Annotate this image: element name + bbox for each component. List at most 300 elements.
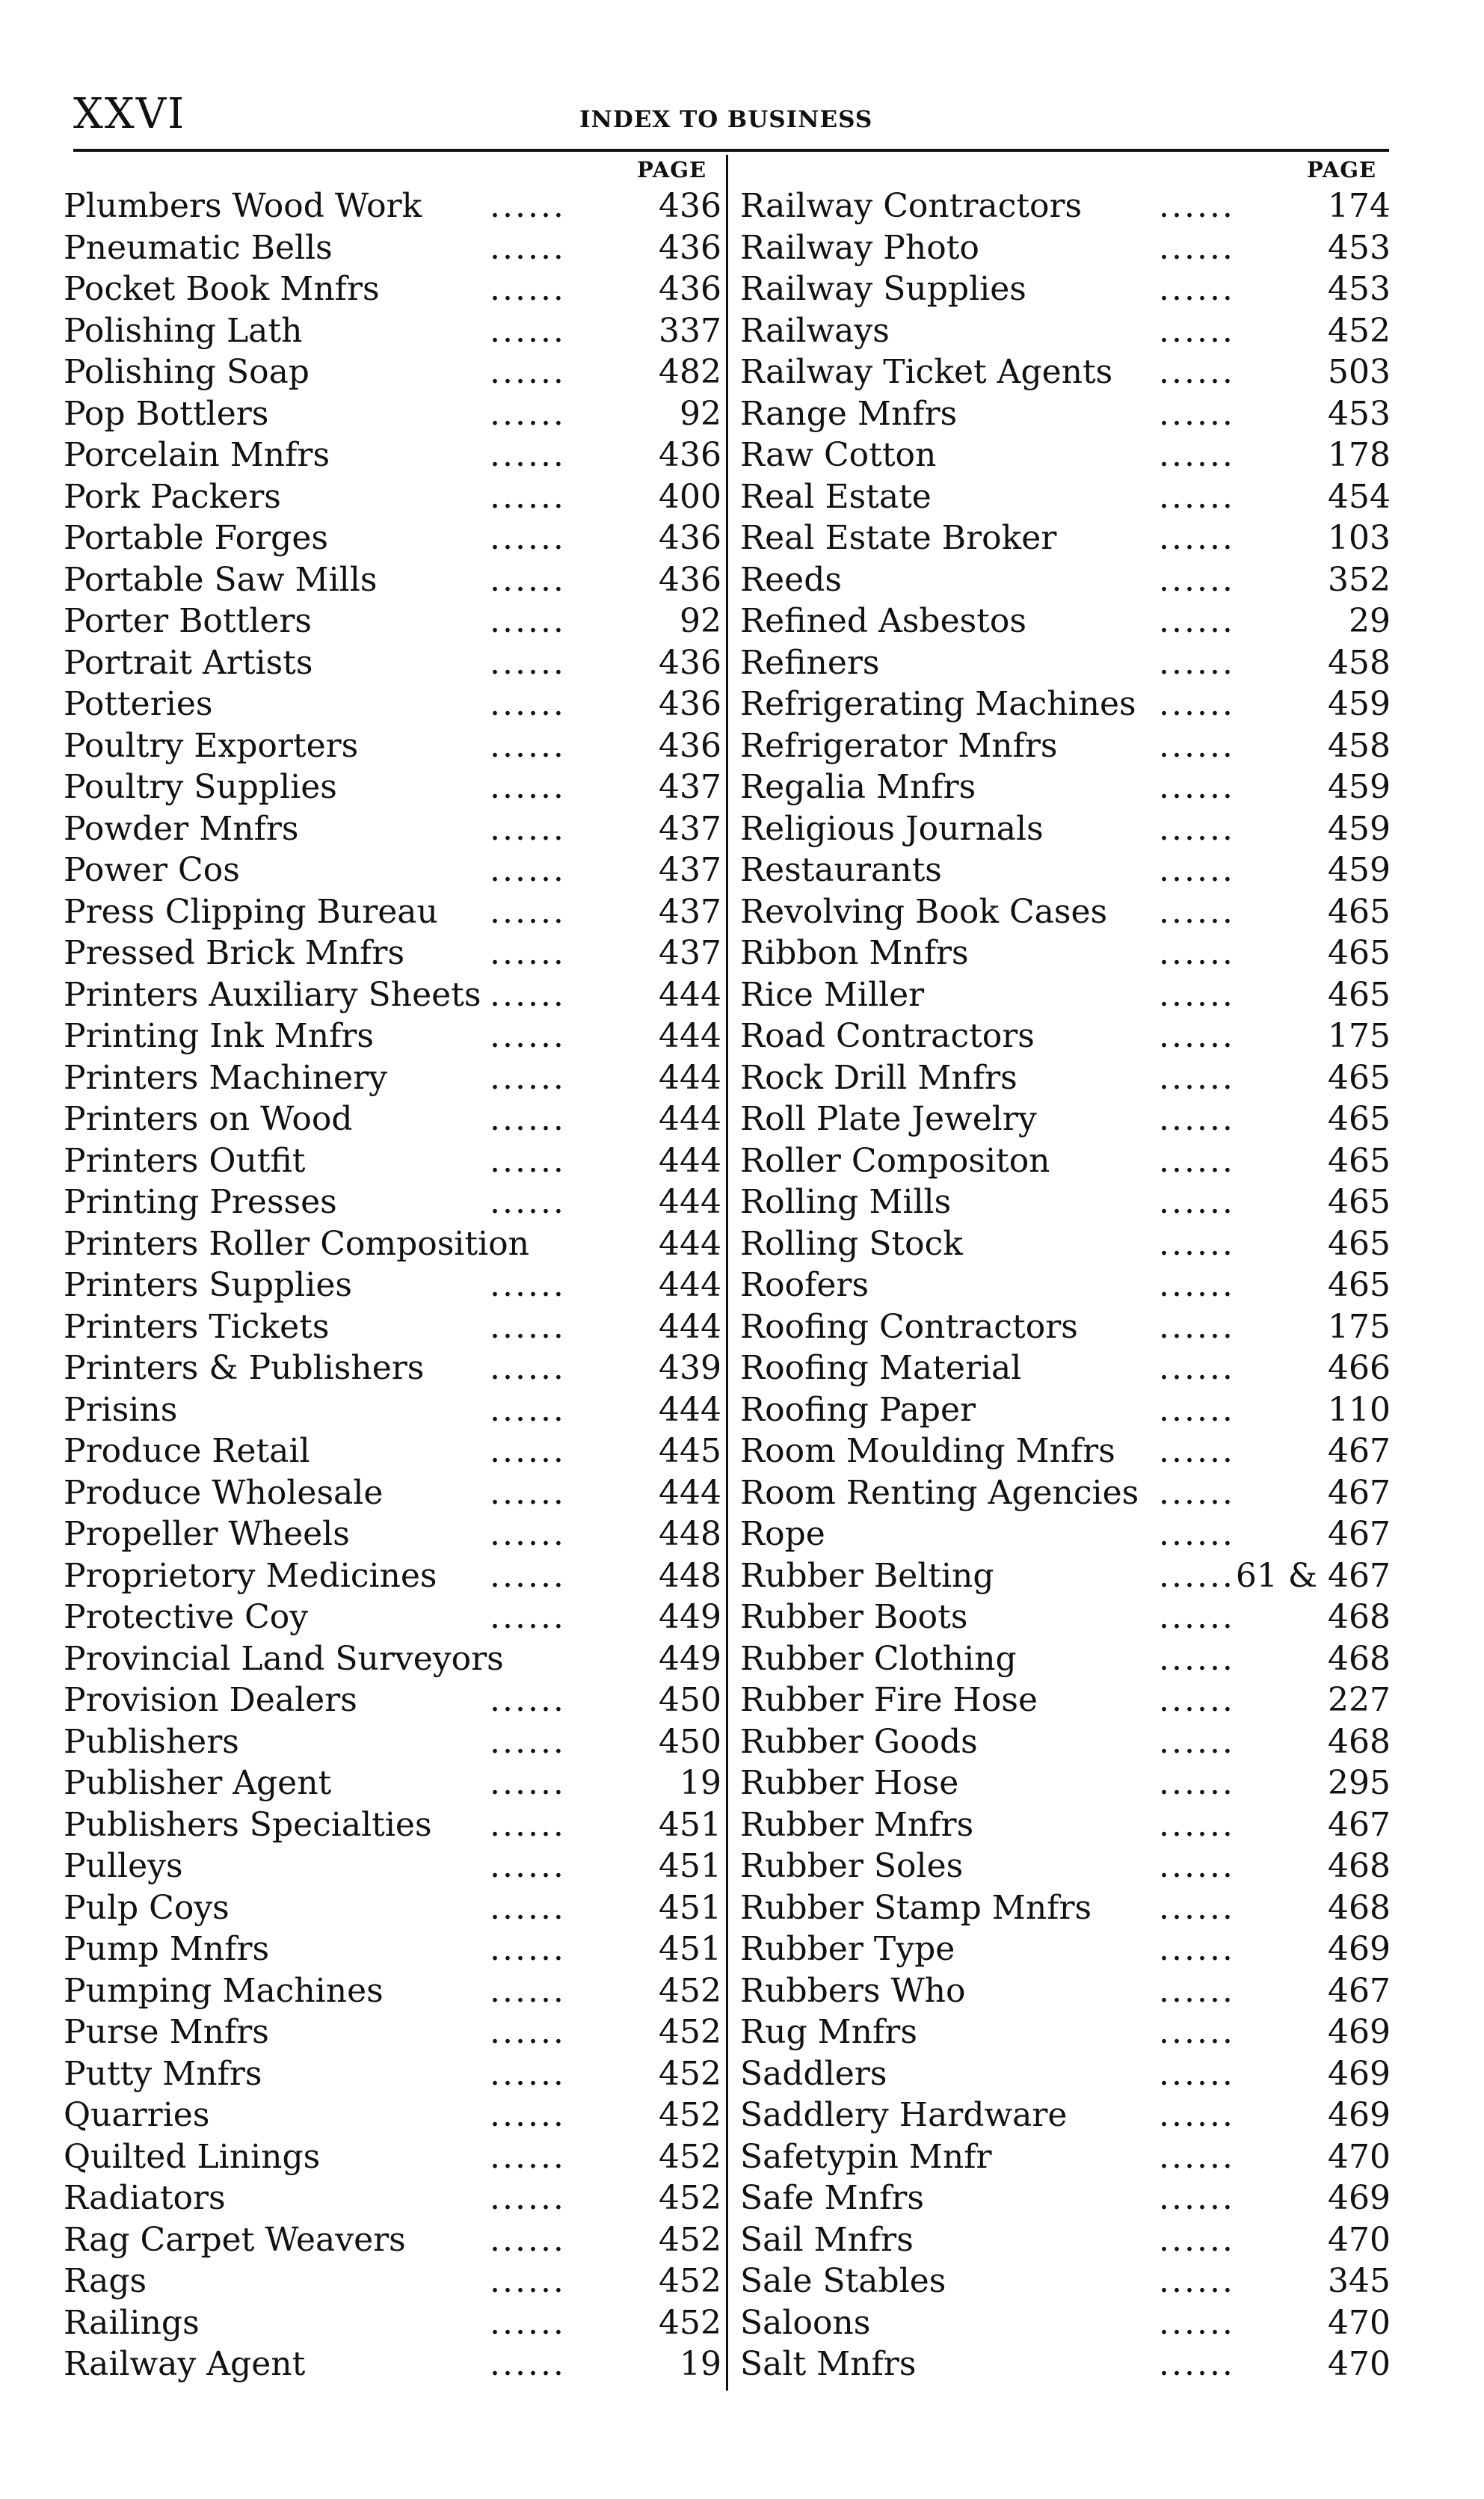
entry-name: Roll Plate Jewelry	[740, 1100, 1037, 1138]
index-entry	[64, 2343, 721, 2385]
entry-name: Railways	[740, 311, 890, 350]
entry-page-number: 444	[659, 1183, 721, 1221]
dot-leader: ......	[1159, 685, 1235, 723]
index-entry	[64, 2260, 721, 2302]
dot-leader: ......	[1159, 1681, 1235, 1719]
dot-leader: ......	[490, 1432, 566, 1470]
entry-page-number: 503	[1328, 353, 1391, 391]
dot-leader: ......	[490, 1141, 566, 1180]
entry-page-number: 470	[1328, 2220, 1391, 2259]
index-entry	[740, 2260, 1391, 2302]
dot-leader: ......	[490, 187, 566, 225]
index-entry	[740, 1389, 1391, 1431]
dot-leader: ......	[1159, 2220, 1235, 2259]
entry-name: Saddlery Hardware	[740, 2096, 1068, 2134]
index-entry	[64, 517, 721, 559]
dot-leader: ......	[1159, 892, 1235, 931]
index-entry	[740, 351, 1391, 393]
entry-page-number: 451	[659, 1805, 721, 1844]
entry-name: Refiners	[740, 643, 880, 682]
index-entry	[740, 185, 1391, 227]
dot-leader: ......	[490, 560, 566, 599]
dot-leader: ......	[1159, 1266, 1235, 1304]
dot-leader: ......	[1159, 1100, 1235, 1138]
entry-name: Saloons	[740, 2303, 871, 2342]
index-entry	[740, 476, 1391, 518]
dot-leader: ......	[490, 1100, 566, 1138]
index-entry	[64, 393, 721, 435]
index-entry	[740, 1347, 1391, 1389]
entry-name: Refrigerator Mnfrs	[740, 726, 1058, 765]
dot-leader: ......	[490, 1515, 566, 1553]
entry-page-number: 470	[1328, 2137, 1391, 2176]
dot-leader: ......	[1159, 436, 1235, 474]
dot-leader: ......	[1159, 353, 1235, 391]
dot-leader: ......	[490, 2179, 566, 2217]
entry-page-number: 453	[1328, 228, 1391, 267]
dot-leader: ......	[490, 436, 566, 474]
entry-page-number: 470	[1328, 2345, 1391, 2383]
index-entry	[64, 310, 721, 352]
dot-leader: ......	[490, 892, 566, 931]
entry-name: Putty Mnfrs	[64, 2054, 262, 2093]
entry-name: Railway Contractors	[740, 187, 1083, 225]
column-divider	[726, 155, 728, 2391]
dot-leader: ......	[490, 809, 566, 848]
entry-page-number: 452	[659, 2096, 721, 2134]
index-entry	[64, 932, 721, 974]
index-entry	[64, 1513, 721, 1555]
entry-page-number: 465	[1328, 1183, 1391, 1221]
dot-leader: ......	[1159, 2054, 1235, 2093]
dot-leader: ......	[490, 311, 566, 350]
dot-leader: ......	[1159, 2303, 1235, 2342]
entry-name: Portrait Artists	[64, 643, 313, 682]
entry-page-number: 465	[1328, 892, 1391, 931]
entry-page-number: 92	[680, 394, 721, 433]
dot-leader: ......	[1159, 1722, 1235, 1761]
entry-page-number: 444	[659, 1224, 721, 1263]
dot-leader: ......	[490, 1017, 566, 1055]
entry-page-number: 465	[1328, 1141, 1391, 1180]
dot-leader: ......	[1159, 1183, 1235, 1221]
entry-page-number: 436	[659, 228, 721, 267]
dot-leader: ......	[1159, 1639, 1235, 1678]
index-entry	[64, 683, 721, 725]
index-entry	[740, 1721, 1391, 1763]
dot-leader: ......	[490, 768, 566, 806]
entry-name: Range Mnfrs	[740, 394, 958, 433]
dot-leader: ......	[490, 2220, 566, 2259]
entry-page-number: 400	[659, 477, 721, 516]
index-entry	[64, 2094, 721, 2136]
dot-leader: ......	[1159, 2013, 1235, 2051]
entry-page-number: 436	[659, 643, 721, 682]
dot-leader: ......	[490, 1183, 566, 1221]
dot-leader: ......	[490, 851, 566, 889]
index-entry	[64, 2136, 721, 2178]
entry-name: Saddlers	[740, 2054, 887, 2093]
index-entry	[64, 1721, 721, 1763]
index-entry	[740, 2302, 1391, 2344]
index-entry	[740, 600, 1391, 642]
entry-page-number: 444	[659, 1390, 721, 1429]
entry-page-number: 468	[1328, 1639, 1391, 1678]
entry-name: Room Renting Agencies	[740, 1473, 1139, 1512]
index-entry	[64, 600, 721, 642]
dot-leader: ......	[1159, 394, 1235, 433]
entry-name: Railway Agent	[64, 2345, 306, 2383]
index-entry	[740, 1015, 1391, 1057]
entry-name: Printers on Wood	[64, 1100, 353, 1138]
entry-name: Proprietory Medicines	[64, 1556, 437, 1595]
entry-name: Publishers Specialties	[64, 1805, 432, 1844]
index-entry	[64, 1098, 721, 1140]
index-entry	[64, 1555, 721, 1597]
dot-leader: ......	[1159, 519, 1235, 557]
entry-page-number: 452	[659, 2179, 721, 2217]
entry-page-number: 468	[1328, 1722, 1391, 1761]
index-entry	[740, 517, 1391, 559]
entry-name: Rubber Mnfrs	[740, 1805, 974, 1844]
entry-page-number: 465	[1328, 975, 1391, 1014]
index-entry	[64, 1638, 721, 1680]
entry-page-number: 110	[1328, 1390, 1391, 1429]
entry-page-number: 436	[659, 436, 721, 474]
index-entry	[64, 559, 721, 601]
entry-page-number: 467	[1328, 1515, 1391, 1553]
entry-page-number: 449	[659, 1598, 721, 1636]
entry-page-number: 352	[1328, 560, 1391, 599]
entry-name: Rubber Belting	[740, 1556, 994, 1595]
index-entry	[740, 1223, 1391, 1265]
entry-name: Road Contractors	[740, 1017, 1035, 1055]
dot-leader: ......	[1159, 934, 1235, 972]
entry-name: Publishers	[64, 1722, 239, 1761]
dot-leader: ......	[490, 228, 566, 267]
entry-name: Rubber Type	[740, 1930, 955, 1968]
entry-name: Printers Supplies	[64, 1266, 352, 1304]
dot-leader: ......	[1159, 768, 1235, 806]
entry-page-number: 452	[659, 2054, 721, 2093]
entry-name: Rolling Mills	[740, 1183, 952, 1221]
index-entry	[64, 1389, 721, 1431]
index-entry	[740, 2136, 1391, 2178]
entry-page-number: 436	[659, 726, 721, 765]
entry-name: Roofing Material	[740, 1349, 1022, 1387]
dot-leader: ......	[1159, 1847, 1235, 1885]
dot-leader: ......	[490, 394, 566, 433]
index-entry	[740, 434, 1391, 476]
index-entry	[740, 1887, 1391, 1929]
index-entry	[64, 2219, 721, 2261]
dot-leader: ......	[490, 2137, 566, 2176]
entry-page-number: 452	[659, 1971, 721, 2010]
index-entry	[64, 1596, 721, 1638]
entry-name: Potteries	[64, 685, 213, 723]
entry-name: Religious Journals	[740, 809, 1044, 848]
entry-page-number: 175	[1328, 1307, 1391, 1346]
entry-page-number: 175	[1328, 1017, 1391, 1055]
entry-name: Radiators	[64, 2179, 226, 2217]
entry-page-number: 436	[659, 519, 721, 557]
entry-page-number: 448	[659, 1556, 721, 1595]
entry-page-number: 453	[1328, 394, 1391, 433]
entry-name: Pneumatic Bells	[64, 228, 333, 267]
entry-name: Sail Mnfrs	[740, 2220, 914, 2259]
entry-name: Pocket Book Mnfrs	[64, 270, 380, 308]
entry-page-number: 436	[659, 560, 721, 599]
dot-leader: ......	[1159, 1971, 1235, 2010]
entry-page-number: 467	[1328, 1432, 1391, 1470]
entry-name: Real Estate Broker	[740, 519, 1057, 557]
entry-name: Protective Coy	[64, 1598, 309, 1636]
entry-name: Printers & Publishers	[64, 1349, 425, 1387]
entry-name: Power Cos	[64, 851, 240, 889]
index-entry	[64, 1015, 721, 1057]
entry-name: Poultry Exporters	[64, 726, 359, 765]
entry-name: Roller Compositon	[740, 1141, 1050, 1180]
dot-leader: ......	[1159, 602, 1235, 640]
dot-leader: ......	[490, 975, 566, 1014]
entry-page-number: 450	[659, 1722, 721, 1761]
entry-name: Portable Forges	[64, 519, 328, 557]
entry-name: Refined Asbestos	[740, 602, 1026, 640]
index-entry	[64, 766, 721, 808]
dot-leader: ......	[490, 1598, 566, 1636]
entry-page-number: 451	[659, 1847, 721, 1885]
dot-leader: ......	[1159, 1473, 1235, 1512]
index-entry	[64, 849, 721, 891]
index-entry	[64, 2011, 721, 2053]
index-entry	[64, 2053, 721, 2095]
index-entry	[740, 2219, 1391, 2261]
entry-name: Provincial Land Surveyors	[64, 1639, 504, 1678]
index-entry	[64, 1762, 721, 1804]
index-entry	[740, 1970, 1391, 2012]
index-entry	[740, 891, 1391, 933]
dot-leader: ......	[1159, 2096, 1235, 2134]
index-entry	[64, 1140, 721, 1182]
entry-page-number: 454	[1328, 477, 1391, 516]
entry-name: Printers Roller Composition	[64, 1224, 529, 1263]
dot-leader: ......	[1159, 1017, 1235, 1055]
dot-leader: ......	[490, 1722, 566, 1761]
dot-leader: ......	[490, 1307, 566, 1346]
left-page-column-label: PAGE	[637, 157, 707, 182]
dot-leader: ......	[490, 1266, 566, 1304]
entry-name: Restaurants	[740, 851, 942, 889]
dot-leader: ......	[1159, 1764, 1235, 1802]
right-index-column	[740, 185, 1391, 2385]
entry-name: Purse Mnfrs	[64, 2013, 269, 2051]
entry-name: Publisher Agent	[64, 1764, 332, 1802]
entry-name: Press Clipping Bureau	[64, 892, 438, 931]
index-entry	[740, 2177, 1391, 2219]
entry-name: Rolling Stock	[740, 1224, 963, 1263]
entry-page-number: 29	[1349, 602, 1391, 640]
entry-page-number: 469	[1328, 1930, 1391, 1968]
entry-name: Pressed Brick Mnfrs	[64, 934, 405, 972]
entry-page-number: 437	[659, 892, 721, 931]
dot-leader: ......	[490, 643, 566, 682]
entry-page-number: 445	[659, 1432, 721, 1470]
entry-page-number: 437	[659, 851, 721, 889]
entry-name: Rope	[740, 1515, 825, 1553]
entry-name: Polishing Soap	[64, 353, 310, 391]
entry-name: Rag Carpet Weavers	[64, 2220, 406, 2259]
index-entry	[64, 891, 721, 933]
dot-leader: ......	[1159, 726, 1235, 765]
dot-leader: ......	[490, 1888, 566, 1927]
entry-page-number: 444	[659, 1307, 721, 1346]
entry-name: Printers Tickets	[64, 1307, 330, 1346]
entry-name: Pulp Coys	[64, 1888, 230, 1927]
entry-page-number: 466	[1328, 1349, 1391, 1387]
entry-page-number: 482	[659, 353, 721, 391]
dot-leader: ......	[490, 1058, 566, 1097]
index-entry	[740, 268, 1391, 310]
entry-page-number: 436	[659, 270, 721, 308]
index-entry	[740, 1638, 1391, 1680]
index-entry	[740, 310, 1391, 352]
entry-page-number: 452	[659, 2262, 721, 2300]
index-entry	[740, 2053, 1391, 2095]
entry-page-number: 436	[659, 685, 721, 723]
entry-name: Printing Presses	[64, 1183, 337, 1221]
entry-page-number: 465	[1328, 1224, 1391, 1263]
index-entry	[64, 2177, 721, 2219]
entry-name: Railway Supplies	[740, 270, 1026, 308]
entry-name: Prisins	[64, 1390, 178, 1429]
index-entry	[64, 227, 721, 269]
header-rule	[73, 149, 1389, 152]
entry-name: Safe Mnfrs	[740, 2179, 924, 2217]
index-entry	[740, 1679, 1391, 1721]
entry-name: Rubber Boots	[740, 1598, 968, 1636]
dot-leader: ......	[1159, 477, 1235, 516]
dot-leader: ......	[1159, 1307, 1235, 1346]
entry-name: Real Estate	[740, 477, 932, 516]
entry-name: Printing Ink Mnfrs	[64, 1017, 374, 1055]
entry-page-number: 437	[659, 768, 721, 806]
entry-page-number: 19	[680, 2345, 721, 2383]
entry-page-number: 450	[659, 1681, 721, 1719]
dot-leader: ......	[1159, 851, 1235, 889]
entry-page-number: 449	[659, 1639, 721, 1678]
entry-name: Sale Stables	[740, 2262, 946, 2300]
entry-page-number: 61 & 467	[1235, 1556, 1391, 1595]
entry-page-number: 459	[1328, 768, 1391, 806]
entry-name: Rubbers Who	[740, 1971, 966, 2010]
entry-name: Poultry Supplies	[64, 768, 337, 806]
entry-page-number: 92	[680, 602, 721, 640]
entry-name: Ribbon Mnfrs	[740, 934, 969, 972]
index-entry	[740, 559, 1391, 601]
entry-name: Printers Outfit	[64, 1141, 306, 1180]
index-entry	[740, 1804, 1391, 1846]
entry-page-number: 444	[659, 1473, 721, 1512]
entry-page-number: 465	[1328, 934, 1391, 972]
entry-page-number: 452	[659, 2137, 721, 2176]
dot-leader: ......	[1159, 1349, 1235, 1387]
index-entry	[64, 476, 721, 518]
index-entry	[64, 351, 721, 393]
index-entry	[740, 1513, 1391, 1555]
index-entry	[740, 2094, 1391, 2136]
index-entry	[740, 1264, 1391, 1306]
right-page-column-label: PAGE	[1307, 157, 1377, 182]
dot-leader: ......	[490, 1764, 566, 1802]
index-entry	[64, 725, 721, 767]
entry-page-number: 444	[659, 1058, 721, 1097]
entry-page-number: 337	[659, 311, 721, 350]
dot-leader: ......	[490, 2096, 566, 2134]
entry-name: Rice Miller	[740, 975, 925, 1014]
entry-page-number: 437	[659, 934, 721, 972]
index-entry	[740, 642, 1391, 684]
index-entry	[740, 849, 1391, 891]
entry-name: Polishing Lath	[64, 311, 303, 350]
entry-name: Pork Packers	[64, 477, 281, 516]
dot-leader: ......	[1159, 1888, 1235, 1927]
entry-name: Pulleys	[64, 1847, 183, 1885]
index-entry	[740, 227, 1391, 269]
entry-page-number: 459	[1328, 851, 1391, 889]
entry-name: Provision Dealers	[64, 1681, 357, 1719]
dot-leader: ......	[490, 1556, 566, 1595]
entry-name: Rubber Clothing	[740, 1639, 1017, 1678]
dot-leader: ......	[490, 1971, 566, 2010]
entry-page-number: 452	[659, 2220, 721, 2259]
index-entry	[740, 1762, 1391, 1804]
entry-page-number: 469	[1328, 2054, 1391, 2093]
dot-leader: ......	[1159, 270, 1235, 308]
index-entry	[740, 725, 1391, 767]
entry-page-number: 469	[1328, 2179, 1391, 2217]
dot-leader: ......	[490, 1847, 566, 1885]
entry-page-number: 452	[1328, 311, 1391, 350]
dot-leader: ......	[490, 2262, 566, 2300]
entry-page-number: 444	[659, 1017, 721, 1055]
index-entry	[64, 1347, 721, 1389]
page-number: XXVI	[73, 90, 186, 138]
index-entry	[64, 268, 721, 310]
entry-page-number: 459	[1328, 809, 1391, 848]
dot-leader: ......	[1159, 809, 1235, 848]
entry-name: Raw Cotton	[740, 436, 937, 474]
entry-name: Pop Bottlers	[64, 394, 269, 433]
dot-leader: ......	[1159, 2137, 1235, 2176]
dot-leader: ......	[1159, 311, 1235, 350]
index-entry	[740, 1430, 1391, 1472]
entry-name: Rubber Fire Hose	[740, 1681, 1038, 1719]
entry-name: Room Moulding Mnfrs	[740, 1432, 1115, 1470]
dot-leader: ......	[490, 1930, 566, 1968]
index-entry	[740, 766, 1391, 808]
entry-page-number: 465	[1328, 1266, 1391, 1304]
index-entry	[740, 1555, 1391, 1597]
index-entry	[64, 1887, 721, 1929]
index-entry	[740, 1928, 1391, 1970]
dot-leader: ......	[490, 1349, 566, 1387]
index-entry	[64, 1679, 721, 1721]
dot-leader: ......	[490, 1681, 566, 1719]
entry-name: Railings	[64, 2303, 200, 2342]
index-entry	[740, 932, 1391, 974]
dot-leader: ......	[490, 2303, 566, 2342]
entry-name: Propeller Wheels	[64, 1515, 350, 1553]
